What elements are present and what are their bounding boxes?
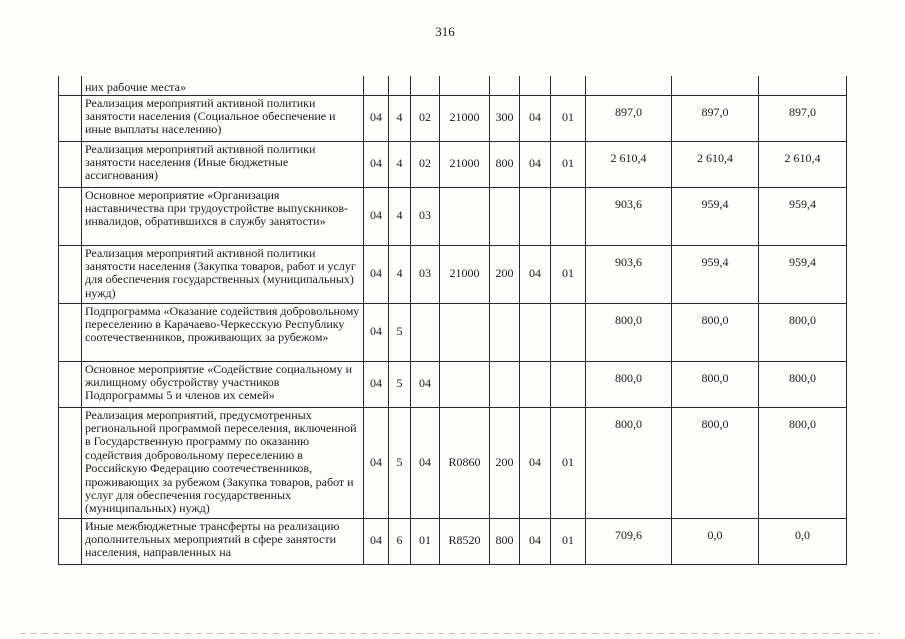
amount-cell-v2: 2 610,4 [672, 141, 759, 187]
amount-cell-v1: 800,0 [586, 303, 672, 361]
row-index-cell [59, 407, 82, 518]
code-cell-c2: 5 [389, 407, 411, 518]
row-index-cell [59, 361, 82, 407]
amount-cell-v3: 959,4 [759, 187, 847, 245]
code-cell-c6 [520, 187, 551, 245]
code-cell-c3 [411, 76, 440, 95]
code-cell-c4 [440, 303, 490, 361]
amount-cell-v1: 903,6 [586, 187, 672, 245]
page-number: 316 [435, 24, 455, 39]
code-cell-c2: 4 [389, 141, 411, 187]
row-index-cell [59, 303, 82, 361]
table-row [59, 95, 847, 141]
amount-cell-v3: 959,4 [759, 245, 847, 303]
code-cell-c6: 04 [520, 141, 551, 187]
budget-table [58, 76, 847, 565]
row-name-cell: Подпрограмма «Оказание содействия добровольному переселению в Карачаево-Черкесскую Республику соотечественников, проживающих за рубежом» [82, 303, 364, 361]
code-cell-c1: 04 [364, 245, 389, 303]
table-row [59, 187, 847, 245]
code-cell-c7 [551, 361, 586, 407]
code-cell-c6: 04 [520, 245, 551, 303]
amount-cell-v2: 800,0 [672, 361, 759, 407]
code-cell-c1 [364, 76, 389, 95]
amount-cell-v2: 897,0 [672, 95, 759, 141]
amount-cell-v2: 800,0 [672, 303, 759, 361]
code-cell-c2: 4 [389, 187, 411, 245]
amount-cell-v3: 897,0 [759, 95, 847, 141]
amount-cell-v1: 800,0 [586, 361, 672, 407]
amount-cell-v3: 2 610,4 [759, 141, 847, 187]
code-cell-c1: 04 [364, 187, 389, 245]
amount-cell-v1: 709,6 [586, 518, 672, 564]
table-body [59, 76, 847, 564]
code-cell-c3: 01 [411, 518, 440, 564]
code-cell-c4 [440, 361, 490, 407]
code-cell-c7: 01 [551, 95, 586, 141]
table-row [59, 407, 847, 518]
scan-artifact-line [20, 633, 880, 634]
code-cell-c4 [440, 187, 490, 245]
code-cell-c4: R8520 [440, 518, 490, 564]
amount-cell-v3 [759, 76, 847, 95]
code-cell-c3: 02 [411, 95, 440, 141]
code-cell-c4: 21000 [440, 95, 490, 141]
code-cell-c5: 300 [490, 95, 520, 141]
code-cell-c6 [520, 361, 551, 407]
table-row [59, 76, 847, 95]
row-index-cell [59, 141, 82, 187]
amount-cell-v2: 959,4 [672, 187, 759, 245]
code-cell-c2: 5 [389, 303, 411, 361]
row-index-cell [59, 95, 82, 141]
row-name-cell: них рабочие места» [82, 76, 364, 95]
code-cell-c6 [520, 303, 551, 361]
row-name-cell: Реализация мероприятий активной политики занятости населения (Закупка товаров, работ и услуг для обеспечения государственных (муниципальных) нужд) [82, 245, 364, 303]
amount-cell-v2: 0,0 [672, 518, 759, 564]
amount-cell-v1: 897,0 [586, 95, 672, 141]
code-cell-c3: 04 [411, 361, 440, 407]
amount-cell-v1 [586, 76, 672, 95]
row-name-cell: Реализация мероприятий активной политики занятости населения (Социальное обеспечение и иные выплаты населению) [82, 95, 364, 141]
code-cell-c4 [440, 76, 490, 95]
row-name-cell: Реализация мероприятий активной политики занятости населения (Иные бюджетные ассигнования) [82, 141, 364, 187]
code-cell-c1: 04 [364, 407, 389, 518]
amount-cell-v2 [672, 76, 759, 95]
code-cell-c7: 01 [551, 141, 586, 187]
code-cell-c3: 03 [411, 245, 440, 303]
table-row [59, 141, 847, 187]
amount-cell-v1: 903,6 [586, 245, 672, 303]
code-cell-c5: 200 [490, 407, 520, 518]
amount-cell-v3: 0,0 [759, 518, 847, 564]
row-index-cell [59, 518, 82, 564]
code-cell-c7: 01 [551, 245, 586, 303]
row-name-cell: Реализация мероприятий, предусмотренных региональной программой переселения, включенной в Государственную программу по оказанию содействия добровольному переселению в Российскую Федерацию соотечественников, проживающих за рубежом (Закупка товаров, работ и услуг для обеспечения государственных (муниципальных) нужд) [82, 407, 364, 518]
code-cell-c5 [490, 76, 520, 95]
code-cell-c7: 01 [551, 518, 586, 564]
code-cell-c7 [551, 303, 586, 361]
amount-cell-v2: 959,4 [672, 245, 759, 303]
amount-cell-v1: 800,0 [586, 407, 672, 518]
amount-cell-v1: 2 610,4 [586, 141, 672, 187]
table-row [59, 518, 847, 564]
code-cell-c4: 21000 [440, 141, 490, 187]
code-cell-c7 [551, 187, 586, 245]
code-cell-c6 [520, 76, 551, 95]
code-cell-c5 [490, 187, 520, 245]
amount-cell-v2: 800,0 [672, 407, 759, 518]
code-cell-c4: 21000 [440, 245, 490, 303]
code-cell-c2: 6 [389, 518, 411, 564]
code-cell-c1: 04 [364, 361, 389, 407]
code-cell-c6: 04 [520, 407, 551, 518]
code-cell-c2: 4 [389, 95, 411, 141]
code-cell-c2: 5 [389, 361, 411, 407]
code-cell-c7 [551, 76, 586, 95]
code-cell-c4: R0860 [440, 407, 490, 518]
budget-table-wrapper [58, 76, 847, 565]
code-cell-c6: 04 [520, 95, 551, 141]
code-cell-c3 [411, 303, 440, 361]
code-cell-c5: 800 [490, 141, 520, 187]
row-index-cell [59, 245, 82, 303]
code-cell-c3: 04 [411, 407, 440, 518]
code-cell-c2 [389, 76, 411, 95]
code-cell-c1: 04 [364, 141, 389, 187]
code-cell-c1: 04 [364, 95, 389, 141]
row-name-cell: Иные межбюджетные трансферты на реализацию дополнительных мероприятий в сфере занятости населения, направленных на [82, 518, 364, 564]
code-cell-c5: 800 [490, 518, 520, 564]
table-row [59, 245, 847, 303]
row-name-cell: Основное мероприятие «Организация наставничества при трудоустройстве выпускников-инвалидов, обратившихся в службу занятости» [82, 187, 364, 245]
code-cell-c5: 200 [490, 245, 520, 303]
code-cell-c3: 03 [411, 187, 440, 245]
code-cell-c3: 02 [411, 141, 440, 187]
row-name-cell: Основное мероприятие «Содействие социальному и жилищному обустройству участников Подпрограммы 5 и членов их семей» [82, 361, 364, 407]
code-cell-c5 [490, 361, 520, 407]
code-cell-c5 [490, 303, 520, 361]
table-row [59, 361, 847, 407]
amount-cell-v3: 800,0 [759, 407, 847, 518]
code-cell-c2: 4 [389, 245, 411, 303]
code-cell-c1: 04 [364, 303, 389, 361]
row-index-cell [59, 187, 82, 245]
code-cell-c1: 04 [364, 518, 389, 564]
amount-cell-v3: 800,0 [759, 303, 847, 361]
code-cell-c7: 01 [551, 407, 586, 518]
row-index-cell [59, 76, 82, 95]
table-row [59, 303, 847, 361]
amount-cell-v3: 800,0 [759, 361, 847, 407]
code-cell-c6: 04 [520, 518, 551, 564]
